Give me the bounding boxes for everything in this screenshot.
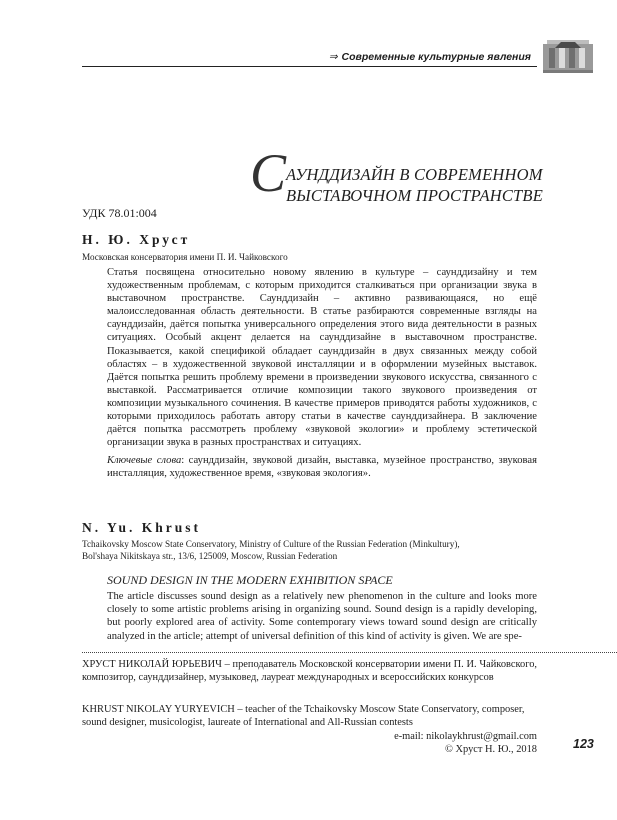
title-line-1: АУНДДИЗАЙН В СОВРЕМЕННОМ [286,165,543,184]
header-rule [82,66,537,67]
title-initial: С [250,143,287,203]
footnote-divider [82,652,617,653]
keywords-label: Ключевые слова [107,455,182,466]
author-bio-ru: ХРУСТ НИКОЛАЙ ЮРЬЕВИЧ – преподаватель Московской консерватории имени П. И. Чайковского, композитор, саунддизайнер, музыковед, лауреат международных и всероссийских конкурсов [82,659,537,683]
arrow-icon: ⇒ [328,51,338,63]
keywords-ru [107,454,537,480]
keywords-text: : саунддизайн, звуковой дизайн, выставка, музейное пространство, звуковая инсталляция, художественное время, «звуковая экология». [107,455,537,480]
copyright-notice: © Хруст Н. Ю., 2018 [445,744,537,755]
udc-code: УДК 78.01:004 [82,206,157,220]
author-name-en: N. Yu. Khrust [82,520,202,535]
abstract-en: The article discusses sound design as a relatively new phenomenon in the culture and looks more closely to some artistic problems arising in organizing sound. Sound design is a rapidly developing, but poorly explored area of activity. Some contemporary views toward sound design are critically analyzed in the article; attempt of universal definition of this kind of activity is given. We are spe- [107,591,537,642]
article-title-en: SOUND DESIGN IN THE MODERN EXHIBITION SPACE [107,573,393,587]
affiliation-en-line-2: Bol'shaya Nikitskaya str., 13/6, 125009, Moscow, Russian Federation [82,551,338,561]
affiliation-en [82,538,522,562]
affiliation-ru: Московская консерватория имени П. И. Чайковского [82,252,288,262]
author-email: e-mail: nikolaykhrust@gmail.com [394,731,537,742]
section-label [329,51,531,63]
abstract-ru: Статья посвящена относительно новому явлению в культуре – саунддизайну и тем художественным проблемам, с которым приходится сталкиваться при организации звука в выставочном пространстве. Саунддизайн – активно развивающаяся, но ещё малоисследованная область деятельности. В статье разбираются современные взгляды на саунддизайн, даётся попытка универсального определения этого вида деятельности в разных ситуациях. Особый акцент делается на саунддизайне в выставочном пространстве. Показывается, какой спецификой обладает саунддизайн в двух связанных между собой областях – в художественной звуковой инсталляции и в оформлении музейных выставок. Даётся попытка решить проблему времени в произведении звукового искусства, связанного с выставкой. Рассматривается отличие композиции такого звукового произведения от композиции музыкального сочинения. В качестве примеров приводятся работы художников, с которыми приходилось работать автору статьи в качестве саунддизайнера. В заключение даётся попытка рассмотреть проблему «звуковой экологии» и проблему эстетической организации звука в разных пространствах и ситуациях. [107,267,537,449]
author-name-ru: Н. Ю. Хруст [82,232,191,247]
journal-logo-icon [543,38,593,74]
page-number: 123 [573,737,594,751]
section-title: Современные культурные явления [341,51,531,63]
title-line-2: ВЫСТАВОЧНОМ ПРОСТРАНСТВЕ [286,186,543,205]
author-bio-en: KHRUST NIKOLAY YURYEVICH – teacher of the Tchaikovsky Moscow State Conservatory, composer, sound designer, musicologist, laureate of International and All-Russian contests [82,704,525,728]
affiliation-en-line-1: Tchaikovsky Moscow State Conservatory, Ministry of Culture of the Russian Federation (Minkultury), [82,539,460,549]
